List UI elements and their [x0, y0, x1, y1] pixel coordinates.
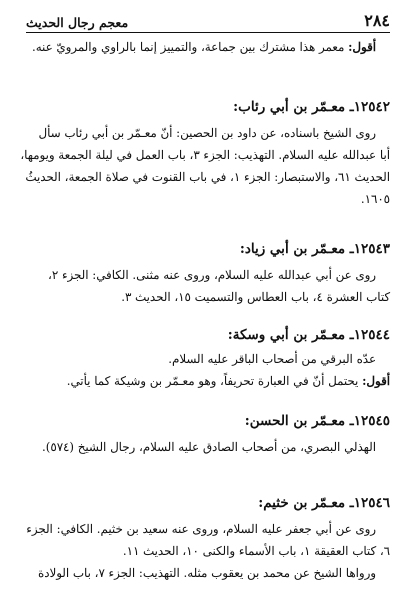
intro-note [26, 36, 390, 58]
entry-line: كتاب العشرة ٤، باب العطاس والتسميت ١٥، الحديث ٣. [121, 290, 390, 304]
entry-line: عدّه البرقي من أصحاب الباقر عليه السلام. [168, 352, 376, 366]
entry-line: روى عن أبي عبدالله عليه السلام، وروى عنه مثنى. الكافي: الجزء ٢، [48, 268, 376, 282]
entry-line: الهذلي البصري، من أصحاب الصادق عليه السلام، رجال الشيخ (٥٧٤). [42, 440, 376, 454]
page-number: ٢٨٤ [364, 11, 390, 30]
entry-title: ١٢٥٤٦ـ معـمّر بن خثيم: [258, 495, 390, 511]
note-lead: أقول: [362, 374, 390, 388]
entry-line: ٦، كتاب العقيقة ١، باب الأسماء والكنى ١٠، الحديث ١١. [122, 544, 390, 558]
entry-title: ١٢٥٤٤ـ معـمّر بن أبي وسكة: [227, 327, 390, 343]
entry-12546 [26, 492, 390, 584]
intro-lead: أقول: [348, 40, 376, 54]
entry-line: روى عن أبي جعفر عليه السلام، وروى عنه سعيد بن خثيم. الكافي: الجزء [26, 522, 376, 536]
entry-line: الحديث ٦١، والاستبصار: الجزء ١، في باب القنوت في صلاة الجمعة، الحديثُ [25, 170, 390, 184]
page-header [26, 8, 390, 33]
entry-line: أبا عبدالله عليه السلام. التهذيب: الجزء ٣، باب العمل في ليلة الجمعة ويومها، [20, 148, 390, 162]
entry-line: روى الشيخ باسناده، عن داود بن الحصين: أنّ معـمّر بن أبي رئاب سأل [38, 126, 376, 140]
entry-12544 [26, 324, 390, 392]
entry-title: ١٢٥٤٢ـ معـمّر بن أبي رئاب: [233, 99, 390, 115]
entry-12545 [26, 410, 390, 458]
entry-body [26, 264, 390, 308]
entry-line: ورواها الشيخ عن محمد بن يعقوب مثله. التهذيب: الجزء ٧، باب الولادة [38, 566, 376, 580]
entry-body [20, 122, 390, 210]
entry-body [26, 518, 390, 584]
note-text: يحتمل أنّ في العبارة تحريفاً، وهو معـمّر بن وشيكة كما يأتي. [66, 374, 359, 388]
entry-12542 [20, 96, 390, 210]
entry-12543 [26, 238, 390, 308]
entry-title: ١٢٥٤٣ـ معـمّر بن أبي زياد: [239, 241, 390, 257]
entry-body [26, 436, 390, 458]
intro-text: معمر هذا مشترك بين جماعة، والتمييز إنما بالراوي والمرويّ عنه. [31, 40, 345, 54]
running-title: معجم رجال الحديث [26, 15, 129, 30]
entry-line: ١٦٠٥. [360, 192, 390, 206]
entry-title: ١٢٥٤٥ـ معـمّر بن الحسن: [244, 413, 390, 429]
entry-body [26, 348, 390, 392]
